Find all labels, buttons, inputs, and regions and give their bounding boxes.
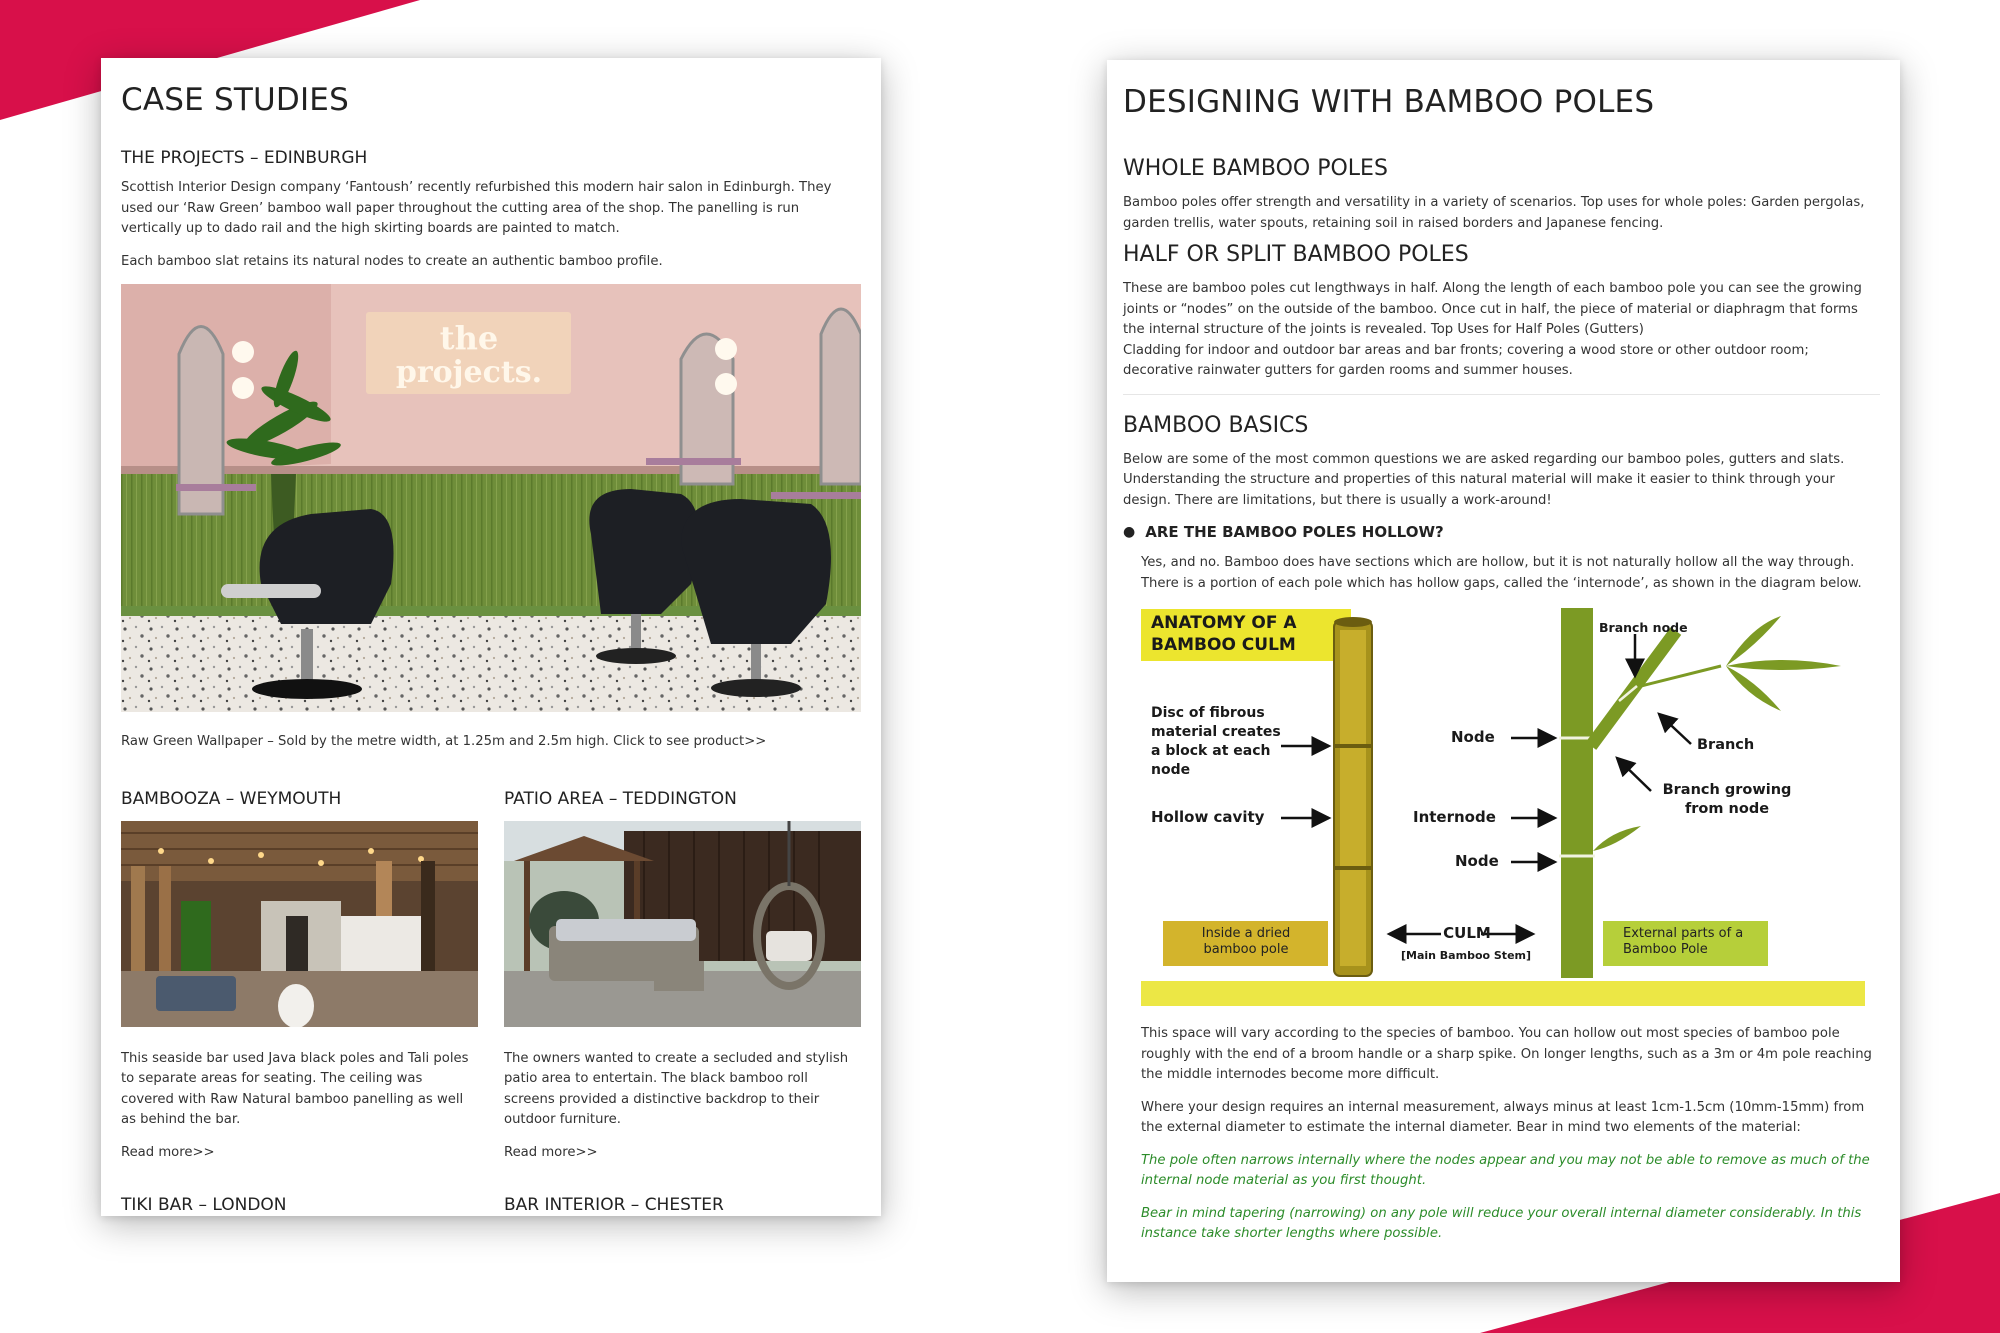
branch-label: Branch xyxy=(1697,737,1755,753)
faq-hollow-question xyxy=(1123,523,1880,541)
edinburgh-nodes-note: Each bamboo slat retains its natural nodes to create an authentic bamboo profile. xyxy=(121,253,663,269)
node-label: Node xyxy=(1451,728,1495,746)
half-poles-uses: Cladding for indoor and outdoor bar areas and bar fronts; covering a wood store or other outdoor room; decorative rainwater gutters for garden rooms and summer houses. xyxy=(1123,342,1809,378)
bullet-icon: ● xyxy=(1123,524,1136,540)
case-studies-panel xyxy=(101,58,881,1216)
disc-label: Disc of fibrous material creates a block at each node xyxy=(1151,705,1281,778)
branch-growing-label: Branch growing from node xyxy=(1662,782,1792,817)
bamboo-culm-diagram xyxy=(1141,606,1865,1006)
culm-label: CULM xyxy=(1443,924,1491,942)
whole-poles-text: Bamboo poles offer strength and versatility in a variety of scenarios. Top uses for whole poles: Garden pergolas, garden trellis, water spouts, retaining soil in raised borders and Japanese fencing. xyxy=(1123,195,1865,231)
salon-photo[interactable] xyxy=(121,284,861,712)
hollow-variation-text: This space will vary according to the species of bamboo. You can hollow out most species of bamboo pole roughly with the end of a broom handle or a sharp spike. On longer lengths, such as a 3m or 4m pole reaching the middle internodes become more difficult. xyxy=(1141,1026,1872,1082)
bambooza-photo[interactable] xyxy=(121,821,478,1027)
faq-hollow-question-text: ARE THE BAMBOO POLES HOLLOW? xyxy=(1145,523,1444,541)
salon-sign-text: the xyxy=(439,319,499,357)
branch-node-label: Branch node xyxy=(1599,620,1688,635)
half-poles-heading: HALF OR SPLIT BAMBOO POLES xyxy=(1123,242,1469,267)
bambooza-read-more-link[interactable]: Read more>> xyxy=(121,1144,215,1160)
internal-measurement-text: Where your design requires an internal measurement, always minus at least 1cm-1.5cm (10mm-15mm) from the external diameter to estimate the internal diameter. Bear in mind two elements of the material: xyxy=(1141,1099,1865,1135)
culm-sub-label: [Main Bamboo Stem] xyxy=(1400,949,1532,962)
node-label-2: Node xyxy=(1455,852,1499,870)
patio-read-more-link[interactable]: Read more>> xyxy=(504,1144,598,1160)
diagram-title-2: BAMBOO CULM xyxy=(1151,635,1296,655)
hollow-cavity-label: Hollow cavity xyxy=(1151,808,1265,826)
chester-heading: BAR INTERIOR – CHESTER xyxy=(504,1195,724,1215)
faq-hollow-answer: Yes, and no. Bamboo does have sections which are hollow, but it is not naturally hollow all the way through. There is a portion of each pole which has hollow gaps, called the ‘internode’, as shown in the diagram below. xyxy=(1141,555,1862,591)
bambooza-heading: BAMBOOZA – WEYMOUTH xyxy=(121,788,342,809)
section-divider xyxy=(1123,394,1880,395)
salon-caption-link[interactable]: Raw Green Wallpaper – Sold by the metre width, at 1.25m and 2.5m high. Click to see product>> xyxy=(121,734,767,749)
tiki-bar-heading: TIKI BAR – LONDON xyxy=(121,1195,287,1215)
patio-heading: PATIO AREA – TEDDINGTON xyxy=(504,788,737,809)
bamboo-page-title: DESIGNING WITH BAMBOO POLES xyxy=(1123,84,1655,120)
diagram-title-1: ANATOMY OF A xyxy=(1151,613,1297,633)
node-narrowing-note: The pole often narrows internally where the nodes appear and you may not be able to remove as much of the internal node material as you first thought. xyxy=(1141,1152,1870,1188)
half-poles-text: These are bamboo poles cut lengthways in half. Along the length of each bamboo pole you can see the growing joints or “nodes” on the outside of the bamboo. Once cut in half, the piece of material or diaphragm that forms the internal structure of the joints is revealed. Top Uses for Half Poles (Gutters) xyxy=(1123,281,1862,337)
page-title: CASE STUDIES xyxy=(121,82,349,118)
tapering-note: Bear in mind tapering (narrowing) on any pole will reduce your overall internal diameter considerably. In this instance take shorter lengths where possible. xyxy=(1141,1205,1862,1241)
salon-sign-text-2: projects. xyxy=(395,355,543,390)
inside-dried-pole-label: Inside a dried bamboo pole xyxy=(1201,926,1291,957)
bambooza-description: This seaside bar used Java black poles and Tali poles to separate areas for seating. The ceiling was covered with Raw Natural bamboo panelling as well as behind the bar. xyxy=(121,1050,469,1127)
whole-poles-heading: WHOLE BAMBOO POLES xyxy=(1123,156,1388,181)
bamboo-poles-panel xyxy=(1107,60,1900,1282)
internode-label: Internode xyxy=(1413,808,1496,826)
edinburgh-heading: THE PROJECTS – EDINBURGH xyxy=(121,148,368,168)
edinburgh-description: Scottish Interior Design company ‘Fantoush’ recently refurbished this modern hair salon in Edinburgh. They used our ‘Raw Green’ bamboo wall paper throughout the cutting area of the shop. The panelling is run vertically up to dado rail and the high skirting boards are painted to match. xyxy=(121,180,832,236)
external-parts-label: External parts of a Bamboo Pole xyxy=(1623,926,1744,957)
bamboo-basics-heading: BAMBOO BASICS xyxy=(1123,412,1309,438)
bamboo-basics-intro: Below are some of the most common questions we are asked regarding our bamboo poles, gutters and slats. Understanding the structure and properties of this natural material will make it easier to think through your design. There are limitations, but there is usually a work-around! xyxy=(1123,451,1845,508)
patio-card xyxy=(504,789,861,1176)
patio-photo[interactable] xyxy=(504,821,861,1027)
bambooza-card xyxy=(121,789,478,1176)
patio-description: The owners wanted to create a secluded and stylish patio area to entertain. The black bamboo roll screens provided a distinctive backdrop to their outdoor furniture. xyxy=(504,1050,849,1127)
